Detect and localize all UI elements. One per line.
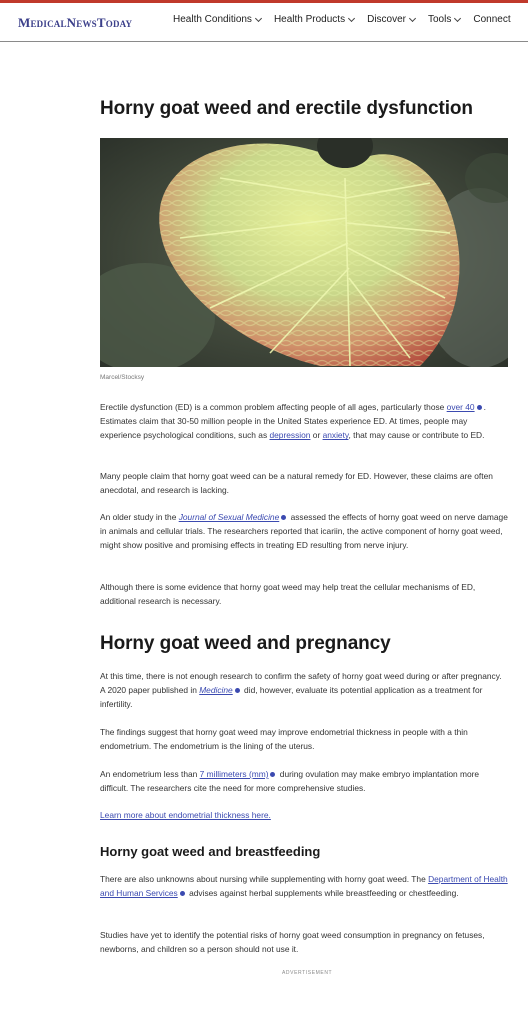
main-nav	[173, 14, 524, 25]
paragraph: Many people claim that horny goat weed can be a natural remedy for ED. However, these claims are often anecdotal, and research is lacking.	[100, 471, 493, 496]
nav-label: Health Conditions	[173, 14, 252, 25]
chevron-down-icon	[348, 14, 355, 21]
chevron-down-icon	[454, 14, 461, 21]
text: or	[310, 430, 323, 441]
link-over-40[interactable]: over 40	[446, 402, 475, 412]
external-link-icon	[477, 405, 482, 410]
image-credit: Marcel/Stocksy	[100, 374, 145, 381]
nav-label: Health Products	[273, 14, 346, 25]
chevron-down-icon	[409, 14, 416, 21]
text: At this time, there is not enough research to confirm the safety of horny goat weed during or after pregnancy. A 2020 paper published in	[100, 671, 502, 696]
nav-tools[interactable]	[428, 14, 460, 25]
paragraph: Studies have yet to identify the potential risks of horny goat weed consumption in pregnancy on fetuses, newborns, and children so a person should not use it.	[100, 930, 485, 955]
text: did, however, evaluate its potential application as a treatment for infertility.	[100, 685, 483, 710]
text: during ovulation may make embryo implantation more difficult. The researchers cite the need for more comprehensive studies.	[100, 769, 480, 794]
nav-health-products[interactable]	[274, 14, 354, 25]
link-medicine[interactable]: Medicine	[199, 685, 233, 696]
nav-label: Connect	[473, 14, 511, 25]
paragraph	[100, 872, 508, 900]
text: There are also unknowns about nursing while supplementing with horny goat weed. The	[100, 874, 429, 884]
hero-image	[100, 138, 508, 367]
section-heading-pregnancy: Horny goat weed and pregnancy	[100, 633, 391, 654]
paragraph: Although there is some evidence that horny goat weed may help treat the cellular mechanisms of ED, additional research is necessary.	[100, 582, 476, 607]
text: . Estimates claim that 30-50 million people in the United States experience ED. At times, people may experience psychological conditions, such as	[100, 402, 486, 441]
paragraph	[100, 669, 508, 712]
nav-connect[interactable]	[473, 14, 510, 25]
nav-health-conditions[interactable]	[173, 14, 261, 25]
chevron-down-icon	[255, 14, 262, 21]
paragraph	[100, 510, 508, 553]
paragraph	[100, 767, 508, 795]
link-anxiety[interactable]: anxiety	[322, 430, 349, 441]
article-title: Horny goat weed and erectile dysfunction	[100, 98, 473, 119]
advertisement-label: ADVERTISEMENT	[282, 970, 333, 976]
external-link-icon	[235, 688, 240, 693]
link-journal-sexual-medicine[interactable]: Journal of Sexual Medicine	[178, 512, 280, 522]
nav-discover[interactable]	[367, 14, 415, 25]
link-7-millimeters[interactable]: 7 millimeters (mm)	[199, 769, 269, 779]
text: Erectile dysfunction (ED) is a common problem affecting people of all ages, particularly those	[100, 402, 447, 412]
nav-label: Discover	[367, 14, 406, 25]
learn-more-link[interactable]: Learn more about endometrial thickness here.	[100, 810, 271, 820]
paragraph	[100, 400, 508, 443]
text: An endometrium less than	[100, 769, 200, 779]
nav-label: Tools	[428, 14, 452, 25]
leaf-photo	[100, 138, 508, 367]
text: advises against herbal supplements while breastfeeding or chestfeeding.	[186, 888, 459, 899]
paragraph: The findings suggest that horny goat weed may improve endometrial thickness in people with a thin endometrium. The endometrium is the lining of the uterus.	[100, 727, 468, 752]
section-heading-breastfeeding: Horny goat weed and breastfeeding	[100, 844, 321, 859]
site-logo[interactable]: MedicalNewsToday	[18, 15, 133, 30]
link-depression[interactable]: depression	[269, 430, 311, 441]
text: An older study in the	[100, 512, 179, 522]
text: , that may cause or contribute to ED.	[348, 430, 485, 441]
external-link-icon	[270, 772, 275, 777]
external-link-icon	[281, 515, 286, 520]
link-hhs[interactable]: Department of Health and Human Services	[100, 874, 508, 899]
site-header	[0, 3, 528, 42]
external-link-icon	[180, 891, 185, 896]
text: assessed the effects of horny goat weed on nerve damage in animals and cellular trials. The researchers reported that icariin, the active component of horny goat weed, might show positive and promising effects in treating ED resulting from nerve injury.	[100, 512, 508, 551]
